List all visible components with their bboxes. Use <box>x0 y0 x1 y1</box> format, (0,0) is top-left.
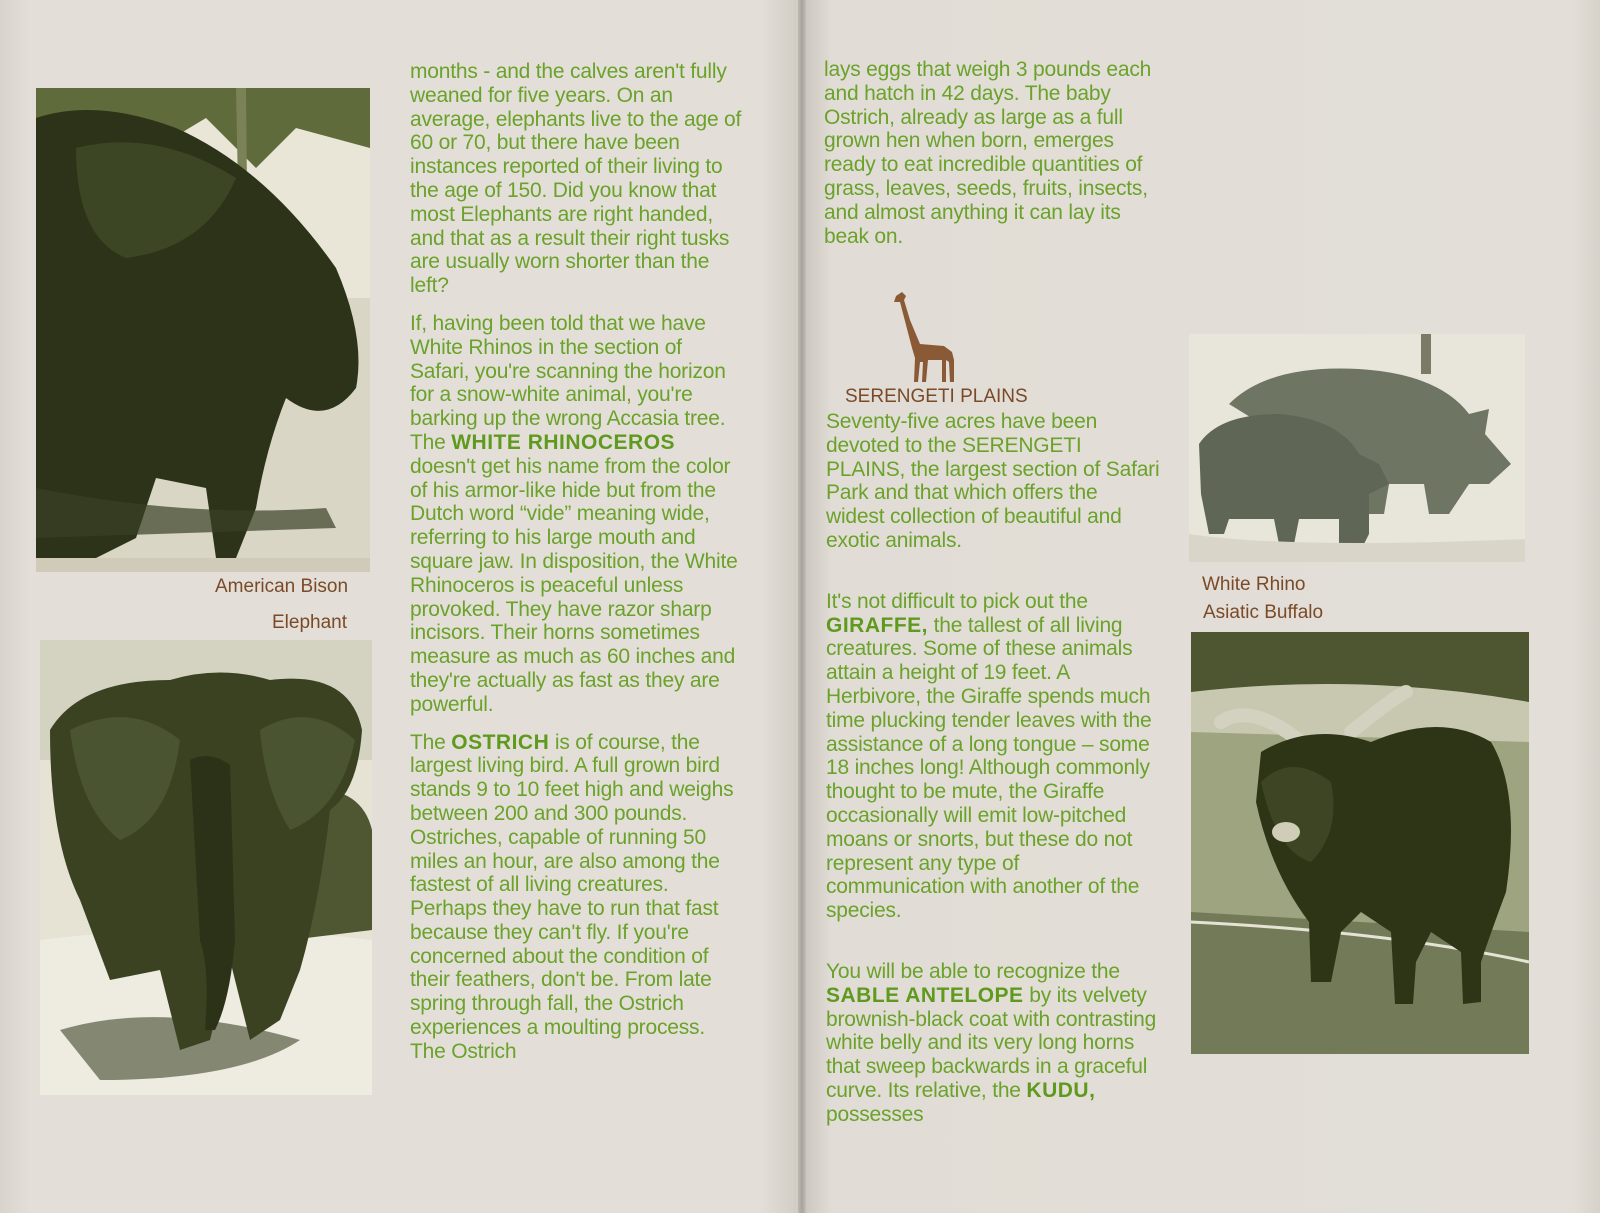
elephant-paragraph-text: months - and the calves aren't fully weaned for five years. On an average, elephants live to the age of 60 or 70, but there have been instances reported of their living to the age of 150. Did you know that most Elephants are right handed, and that as a result their right tusks are usually worn shorter than the left? <box>410 60 742 298</box>
sable-antelope-paragraph <box>826 960 1161 1127</box>
elephant-photo <box>40 640 372 1095</box>
ostrich-paragraph-text-1: The <box>410 730 452 754</box>
sable-paragraph-text-3: possesses <box>826 1102 924 1126</box>
white-rhino-paragraph-text-2: doesn't get his name from the color of his armor-like hide but from the Dutch word “vide” meaning wide, referring to his large mouth and square jaw. In disposition, the White Rhinoceros is peaceful unless provoked. They have razor sharp incisors. Their horns sometimes measure as much as 60 inches and they're actually as fast as they are powerful. <box>410 454 738 716</box>
white-rhino-paragraph-text-1: If, having been told that we have White Rhinos in the section of Safari, you're scanning the horizon for a snow-white animal, you're barking up the wrong Accasia tree. The <box>410 311 726 454</box>
giraffe-paragraph-text-1: It's not difficult to pick out the <box>826 589 1088 613</box>
white-rhino-caption: White Rhino <box>1202 574 1306 595</box>
serengeti-paragraph-text: Seventy-five acres have been devoted to the SERENGETI PLAINS, the largest section of Safari Park and that which offers the widest collection of beautiful and exotic animals. <box>826 410 1160 552</box>
sable-paragraph-text-2: by its velvety brownish-black coat with contrasting white belly and its very long horns that sweep backwards in a graceful curve. Its relative, the <box>826 983 1157 1102</box>
elephant-paragraph <box>410 60 745 298</box>
ostrich-keyword: OSTRICH <box>451 730 550 754</box>
american-bison-photo <box>36 88 370 572</box>
american-bison-caption: American Bison <box>215 576 349 597</box>
asiatic-buffalo-photo <box>1191 632 1529 1054</box>
left-text-column <box>410 60 745 1078</box>
white-rhino-photo <box>1189 334 1525 562</box>
right-intro-text: lays eggs that weigh 3 pounds each and hatch in 42 days. The baby Ostrich, already as large as a full grown hen when born, emerges ready to eat incredible quantities of grass, leaves, seeds, fruits, insects, and almost anything it can lay its beak on. <box>824 58 1152 248</box>
elephant-caption: Elephant <box>272 612 348 633</box>
ostrich-paragraph <box>410 731 745 1064</box>
ostrich-paragraph-text-2: is of course, the largest living bird. A full grown bird stands 9 to 10 feet high and weighs between 200 and 300 pounds. Ostriches, capable of running 50 miles an hour, are also among the fastest of all living creatures. Perhaps they have to run that fast because they can't fly. If you're concerned about the condition of their feathers, don't be. From late spring through fall, the Ostrich experiences a moulting process. The Ostrich <box>410 730 734 1063</box>
book-gutter <box>798 0 806 1213</box>
sable-paragraph-text-1: You will be able to recognize the <box>826 959 1120 983</box>
giraffe-keyword: GIRAFFE, <box>826 613 928 637</box>
sable-antelope-keyword: SABLE ANTELOPE <box>826 983 1024 1007</box>
giraffe-paragraph <box>826 590 1161 923</box>
asiatic-buffalo-caption: Asiatic Buffalo <box>1203 602 1324 623</box>
giraffe-paragraph-text-2: the tallest of all living creatures. Some of these animals attain a height of 19 feet. A Herbivore, the Giraffe spends much time plucking tender leaves with the assistance of a long tongue – some 18 inches long! Although commonly thought to be mute, the Giraffe occasionally will emit low-pitched moans or snorts, but these do not represent any type of communication with another of the species. <box>826 613 1152 923</box>
right-text-column <box>826 410 1161 1141</box>
white-rhino-paragraph <box>410 312 745 717</box>
kudu-keyword: KUDU, <box>1026 1078 1096 1102</box>
serengeti-paragraph <box>826 410 1161 553</box>
serengeti-plains-heading: SERENGETI PLAINS <box>845 386 1028 407</box>
giraffe-icon <box>888 290 964 386</box>
white-rhinoceros-keyword: WHITE RHINOCEROS <box>451 430 676 454</box>
